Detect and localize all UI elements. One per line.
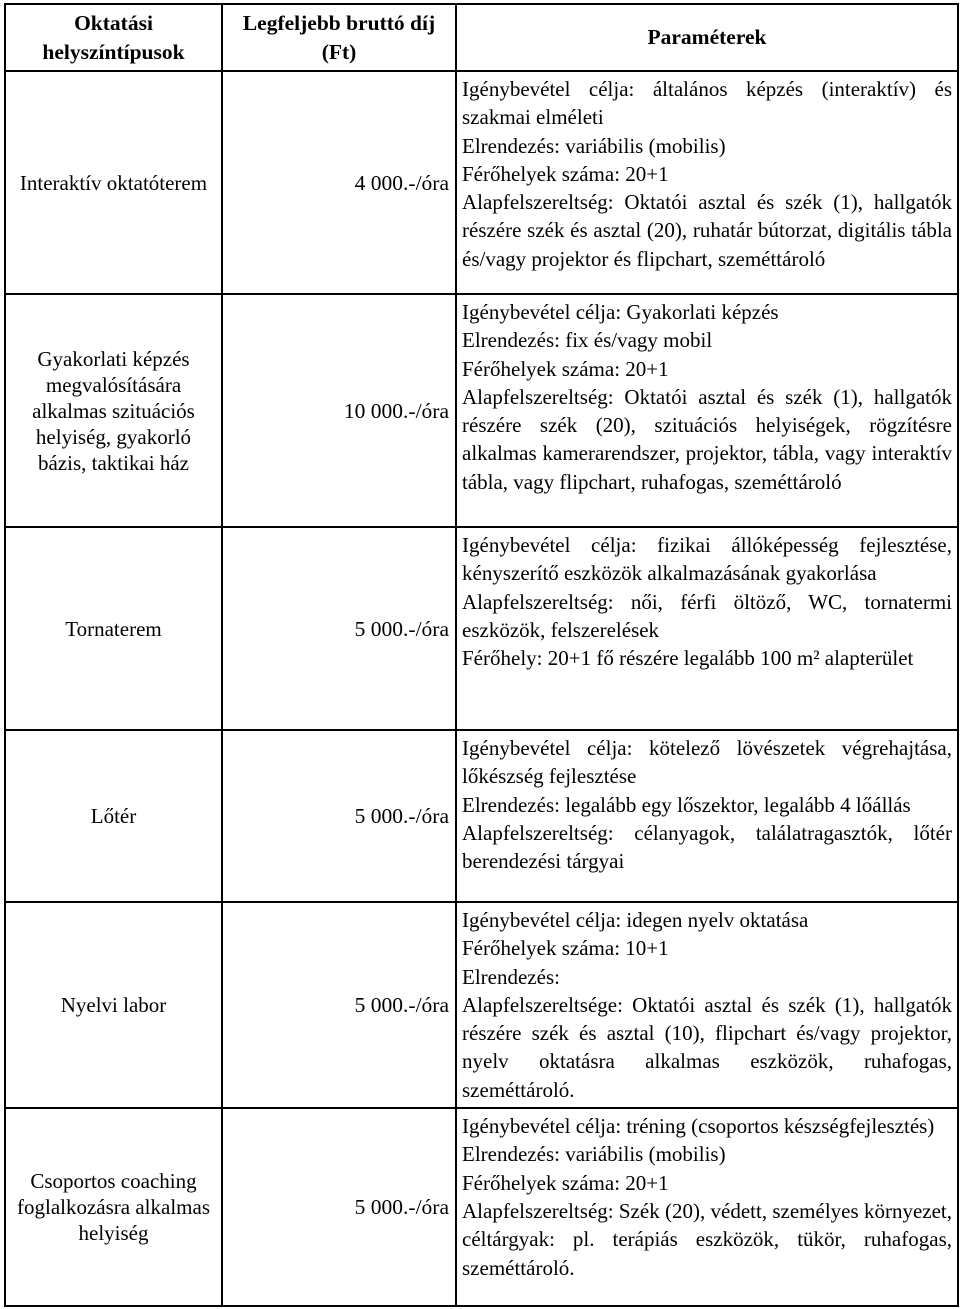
param-line: Elrendezés: <box>462 964 560 989</box>
param-line: Igénybevétel célja: fizikai állóképesség fejlesztése, kényszerítő eszközök alkalmazásának gyakorlása <box>462 533 952 586</box>
param-line: Igénybevétel célja: kötelező lövészetek végrehajtása, lőkészség fejlesztése <box>462 736 952 789</box>
param-line: Férőhelyek száma: 10+1 <box>462 936 669 961</box>
table-header-row <box>5 4 958 71</box>
param-line: Elrendezés: legalább egy lőszektor, legalább 4 lőállás <box>462 792 911 817</box>
header-location: Oktatási helyszíntípusok <box>5 4 222 71</box>
fee-cell: 5 000.-/óra <box>222 902 456 1108</box>
param-line: Alapfelszereltség: Oktatói asztal és szék (1), hallgatók részére szék (20), szituációs helyiségek, rögzítésre alkalmas kamerarendszer, projektor, tábla, vagy interaktív tábla, vagy flipchart, ruhafogas, szeméttároló <box>462 384 952 494</box>
location-cell: Gyakorlati képzés megvalósítására alkalmas szituációs helyiség, gyakorló bázis, taktikai ház <box>5 294 222 527</box>
params-cell <box>456 730 958 902</box>
fee-cell: 5 000.-/óra <box>222 1108 456 1306</box>
location-cell: Lőtér <box>5 730 222 902</box>
param-line: Alapfelszereltsége: Oktatói asztal és szék (1), hallgatók részére szék és asztal (10), flipchart és/vagy projektor, nyelv oktatásra alkalmas eszközök, ruhafogas, szeméttároló. <box>462 992 952 1102</box>
params-cell <box>456 1108 958 1306</box>
param-line: Férőhelyek száma: 20+1 <box>462 356 669 381</box>
fee-cell: 4 000.-/óra <box>222 71 456 294</box>
param-line: Igénybevétel célja: tréning (csoportos készségfejlesztés) <box>462 1114 935 1139</box>
location-cell: Csoportos coaching foglalkozásra alkalmas helyiség <box>5 1108 222 1306</box>
param-line: Alapfelszereltség: Szék (20), védett, személyes környezet, céltárgyak: pl. terápiás eszközök, tükör, ruhafogas, szeméttároló. <box>462 1198 952 1280</box>
location-cell: Nyelvi labor <box>5 902 222 1108</box>
fee-cell: 10 000.-/óra <box>222 294 456 527</box>
param-line: Igénybevétel célja: Gyakorlati képzés <box>462 300 779 324</box>
param-line: Alapfelszereltség: célanyagok, találatragasztók, lőtér berendezési tárgyai <box>462 820 952 874</box>
param-line: Férőhely: 20+1 fő részére legalább 100 m² alapterület <box>462 646 914 671</box>
fee-cell: 5 000.-/óra <box>222 527 456 730</box>
table-row <box>5 294 958 527</box>
table-row <box>5 1108 958 1306</box>
param-line: Igénybevétel célja: idegen nyelv oktatása <box>462 908 809 932</box>
table-row <box>5 730 958 902</box>
param-line: Férőhelyek száma: 20+1 <box>462 161 669 186</box>
location-cell: Tornaterem <box>5 527 222 730</box>
params-cell <box>456 294 958 527</box>
param-line: Elrendezés: variábilis (mobilis) <box>462 1142 726 1167</box>
param-line: Elrendezés: fix és/vagy mobil <box>462 328 713 353</box>
param-line: Igénybevétel célja: általános képzés (interaktív) és szakmai elméleti <box>462 77 952 130</box>
params-cell <box>456 902 958 1108</box>
param-line: Férőhelyek száma: 20+1 <box>462 1170 669 1195</box>
param-line: Alapfelszereltség: női, férfi öltöző, WC, tornatermi eszközök, felszerelések <box>462 589 952 642</box>
header-fee: Legfeljebb bruttó díj (Ft) <box>222 4 456 71</box>
location-cell: Interaktív oktatóterem <box>5 71 222 294</box>
params-cell <box>456 71 958 294</box>
fee-cell: 5 000.-/óra <box>222 730 456 902</box>
table-row <box>5 527 958 730</box>
param-line: Elrendezés: variábilis (mobilis) <box>462 133 726 158</box>
param-line: Alapfelszereltség: Oktatói asztal és szék (1), hallgatók részére szék és asztal (20), ruhatár bútorzat, digitális tábla és/vagy projektor és flipchart, szeméttároló <box>462 190 952 271</box>
header-params: Paraméterek <box>456 4 958 71</box>
training-venues-table <box>4 3 959 1307</box>
table-row <box>5 71 958 294</box>
params-cell <box>456 527 958 730</box>
table-row <box>5 902 958 1108</box>
